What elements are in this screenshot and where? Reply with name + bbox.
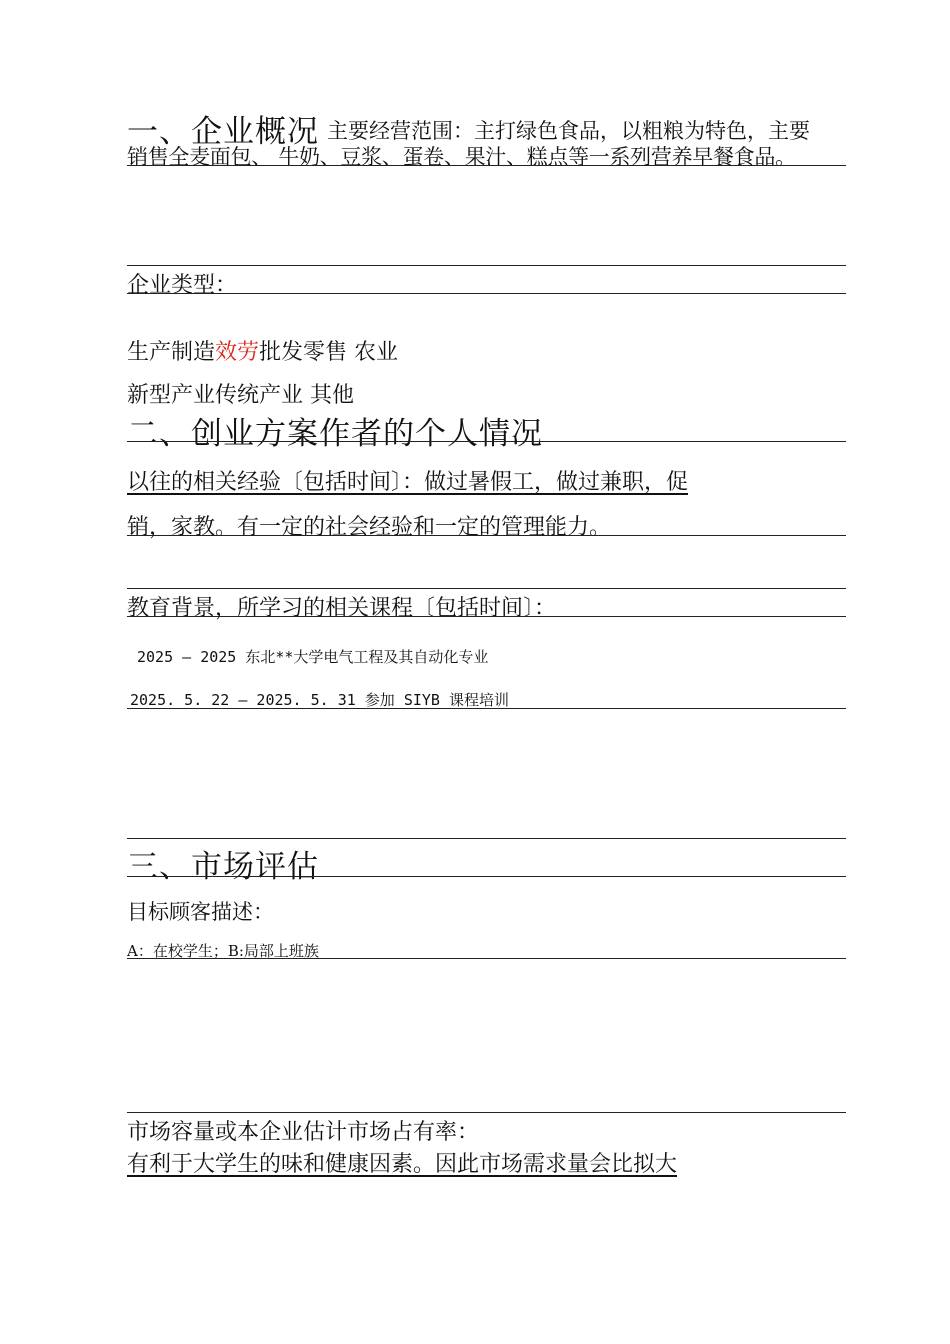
enterprise-type-options-row2: 新型产业传统产业 其他 [127, 383, 354, 408]
divider-line [127, 1112, 846, 1113]
education-item-1: 2025 — 2025 东北**大学电气工程及其自动化专业 [137, 648, 489, 666]
divider-line [127, 588, 846, 589]
experience-line1: 以往的相关经验〔包括时间〕：做过暑假工，做过兼职，促 [127, 470, 689, 495]
divider-line [127, 838, 846, 839]
divider-line [127, 708, 846, 709]
section3-heading: 三、市场评估 [127, 849, 319, 885]
type-manufacturing: 生产制造 [127, 340, 216, 365]
target-customer-value: A：在校学生；B:局部上班族 [127, 942, 319, 960]
divider-line [127, 958, 846, 959]
target-customer-label: 目标顾客描述： [127, 900, 274, 924]
market-capacity-value: 有利于大学生的味和健康因素。因此市场需求量会比拟大 [127, 1152, 678, 1177]
education-item-2: 2025. 5. 22 — 2025. 5. 31 参加 SIYB 课程培训 [130, 691, 509, 709]
divider-line [127, 265, 846, 266]
divider-line [127, 293, 846, 294]
education-label: 教育背景，所学习的相关课程〔包括时间〕： [127, 596, 557, 621]
type-service-selected: 效劳 [215, 340, 260, 365]
business-scope-line1: 主要经营范围：主打绿色食品，以粗粮为特色，主要 [327, 119, 810, 143]
market-capacity-label: 市场容量或本企业估计市场占有率： [127, 1120, 480, 1145]
section2-heading: 二、创业方案作者的个人情况 [127, 416, 543, 452]
business-scope-line2: 销售全麦面包、 牛奶、豆浆、蛋卷、果汁、糕点等一系列营养早餐食品。 [127, 145, 796, 169]
type-retail-agriculture: 批发零售 农业 [259, 340, 399, 365]
enterprise-type-label: 企业类型： [127, 273, 238, 298]
divider-line [127, 441, 846, 442]
experience-line2: 销，家教。有一定的社会经验和一定的管理能力。 [127, 515, 612, 540]
divider-line [127, 876, 846, 877]
section1-heading: 一、企业概况 [127, 114, 319, 150]
divider-line [127, 616, 846, 617]
divider-line [127, 535, 846, 536]
divider-line [127, 165, 846, 166]
enterprise-type-options-row1 [127, 335, 398, 366]
